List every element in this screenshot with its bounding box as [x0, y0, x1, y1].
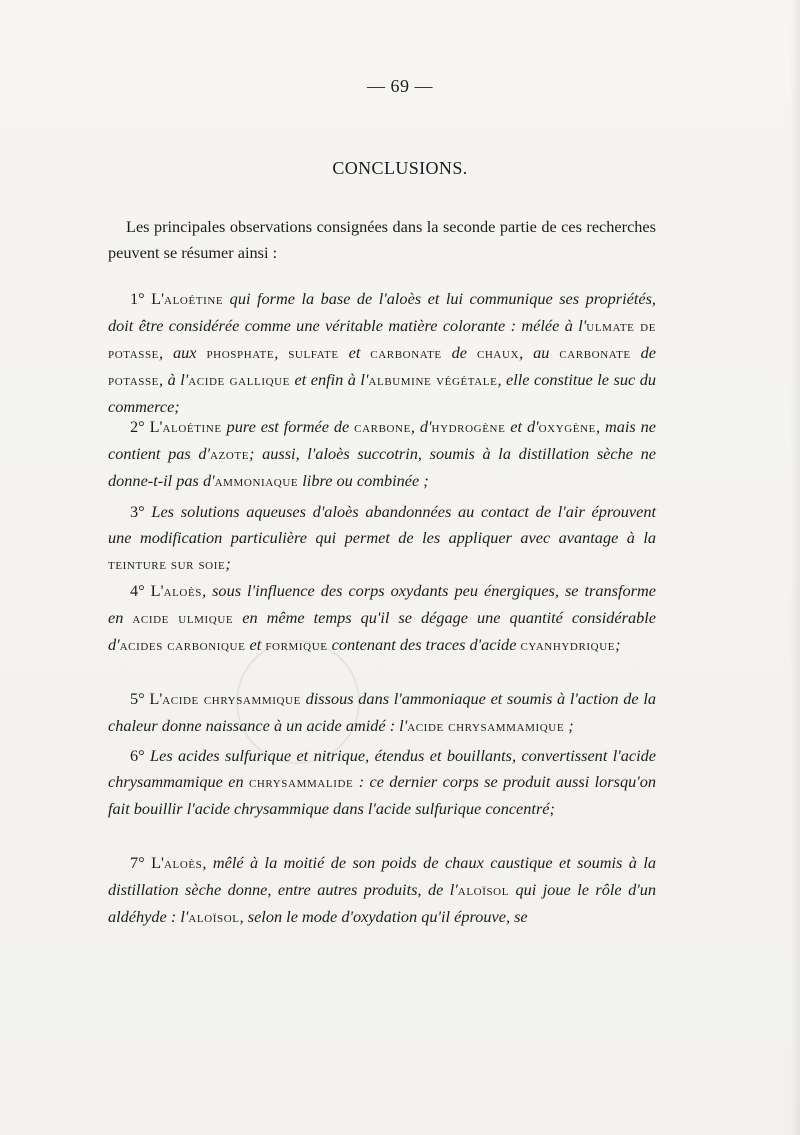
item-text: Les acides sulfurique et nitrique, étendus et bouillants, convertissent l'acide chrysammamique en: [108, 746, 656, 791]
item-text: de: [441, 343, 477, 362]
item-text: et enfin à l': [290, 370, 369, 389]
section-title: CONCLUSIONS.: [332, 158, 468, 178]
item-text: libre ou combinée ;: [298, 471, 429, 490]
chemical-term: acides carbonique: [119, 638, 246, 654]
chemical-term: sulfate: [288, 346, 339, 362]
conclusion-item-7: [108, 850, 656, 931]
item-text: , aux: [159, 343, 207, 362]
chemical-term: aloès: [163, 584, 203, 600]
item-number: 7°: [130, 853, 145, 872]
item-text: , sous l'influence des corps oxydants peu énergiques, se transforme en: [108, 581, 656, 627]
item-number: 4°: [130, 581, 145, 600]
item-text: , mais ne contient pas d': [108, 417, 657, 463]
chemical-term: carbonate: [559, 346, 631, 362]
chemical-term: potasse: [108, 373, 159, 389]
conclusion-item-1: [108, 286, 656, 420]
item-text: , d': [410, 417, 432, 436]
conclusion-item-5: [108, 686, 656, 740]
chemical-term: chrysammalide: [248, 775, 354, 791]
chemical-term: phosphate: [206, 346, 275, 362]
chemical-term: acide ulmique: [132, 611, 234, 627]
chemical-term: formique: [265, 638, 328, 654]
chemical-term: carbone: [354, 420, 411, 436]
item-text: Les solutions aqueuses d'aloès abandonnées au contact de l'air éprouvent une modification particulière qui permet de les appliquer avec avantage à la: [108, 502, 657, 547]
chemical-term: aloïsol: [188, 910, 240, 926]
item-number: 6°: [130, 746, 145, 765]
item-text: L': [149, 417, 163, 436]
chemical-term: aloétine: [162, 420, 222, 436]
page-number: — 69 —: [367, 76, 433, 96]
conclusion-item-3: [108, 499, 656, 578]
conclusion-item-4: [108, 578, 656, 659]
conclusion-item-6: [108, 743, 656, 822]
chemical-term: aloétine: [164, 292, 224, 308]
item-text: qui forme la base de l'aloès et lui communique ses propriétés, doit être considérée comme une véritable matière colorante : mélée à l': [108, 289, 656, 335]
item-text: , selon le mode d'oxydation qu'il éprouve, se: [239, 907, 528, 926]
item-text: contenant des traces d'acide: [327, 635, 521, 654]
item-text: L': [150, 581, 164, 600]
chemical-term: cyanhydrique: [520, 638, 616, 654]
chemical-term: azote: [209, 447, 250, 463]
chemical-term: ulmate de potasse: [108, 319, 657, 362]
item-text: qui joue le rôle d'un aldéhyde : l': [108, 880, 656, 926]
chemical-term: aloès: [163, 856, 203, 872]
item-text: ;: [615, 635, 621, 654]
chemical-term: ammoniaque: [214, 474, 299, 490]
item-text: , mêlé à la moitié de son poids de chaux caustique et soumis à la distillation sèche donne, entre autres produits, de l': [108, 853, 656, 899]
chemical-term: oxygène: [538, 420, 596, 436]
item-text: et d': [505, 417, 539, 436]
item-number: 5°: [130, 689, 145, 708]
intro-text: Les principales observations consignées dans la seconde partie de ces recherches peuvent se résumer ainsi :: [108, 217, 656, 262]
item-text: ,: [274, 343, 289, 362]
item-text: ; aussi, l'aloès succotrin, soumis à la distillation sèche ne donne-t-il pas d': [108, 444, 656, 490]
item-text: , elle constitue le suc du commerce;: [108, 370, 657, 416]
item-text: pure est formée de: [221, 417, 355, 436]
chemical-term: albumine végétale: [368, 373, 498, 389]
item-text: et: [338, 343, 371, 362]
item-text: en même temps qu'il se dégage une quantité considérable d': [108, 608, 657, 654]
item-text: L': [149, 689, 163, 708]
chemical-term: aloïsol: [457, 883, 510, 899]
item-text: dissous dans l'ammoniaque et soumis à l'action de la chaleur donne naissance à un acide amidé : l': [108, 689, 656, 735]
item-text: , au: [519, 343, 560, 362]
chemical-term: acide chrysammique: [162, 692, 301, 708]
conclusion-item-2: [108, 414, 656, 495]
item-text: : ce dernier corps se produit aussi lorsqu'on fait bouillir l'acide chrysammique dans l'acide sulfurique concentré;: [108, 772, 656, 818]
item-text: et: [245, 635, 266, 654]
item-text: L': [151, 853, 164, 872]
item-text: L': [151, 289, 165, 308]
item-text: , à l': [159, 370, 189, 389]
chemical-term: acide gallique: [188, 373, 290, 389]
chemical-term: hydrogène: [431, 420, 506, 436]
chemical-term: acide chrysammamique: [407, 719, 565, 735]
item-number: 2°: [130, 417, 145, 436]
chemical-term: carbonate: [370, 346, 442, 362]
chemical-term: teinture sur soie: [108, 557, 226, 573]
item-number: 3°: [130, 502, 145, 521]
item-text: de: [630, 343, 657, 362]
item-number: 1°: [130, 289, 145, 308]
intro-paragraph: [108, 214, 656, 266]
item-text: ;: [564, 716, 574, 735]
item-text: ;: [225, 554, 231, 573]
chemical-term: chaux: [476, 346, 520, 362]
